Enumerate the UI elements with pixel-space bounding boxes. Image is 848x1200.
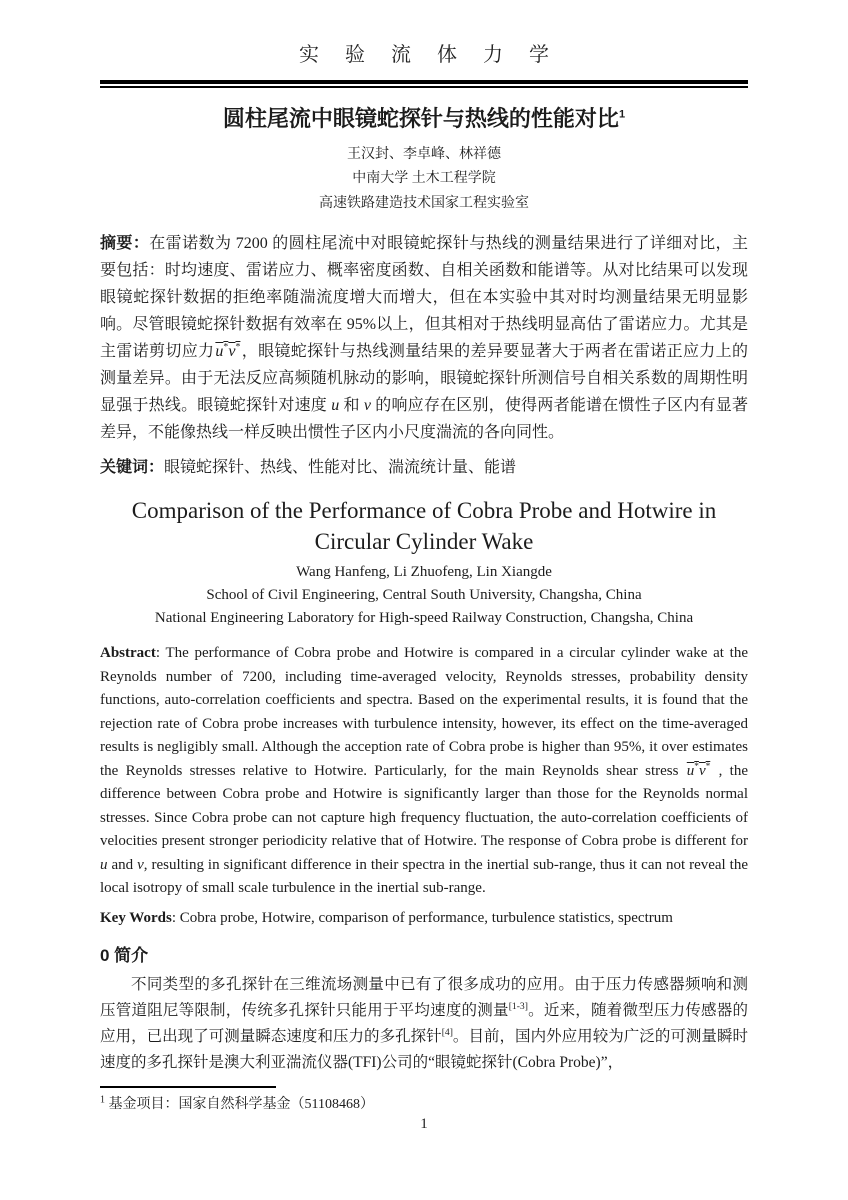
title-cn-text: 圆柱尾流中眼镜蛇探针与热线的性能对比 [222,106,619,131]
affiliation-en-2: National Engineering Laboratory for High-speed Railway Construction, Changsha, China [154,610,694,626]
keywords-cn-text: 眼镜蛇探针、热线、性能对比、湍流统计量、能谱 [164,459,517,476]
authors-en: Wang Hanfeng, Li Zhuofeng, Lin Xiangde [296,564,552,580]
keywords-en-text: : Cobra probe, Hotwire, comparison of performance, turbulence statistics, spectrum [171,909,673,926]
affiliation-en-1: School of Civil Engineering, Central South University, Changsha, China [206,587,642,603]
abstract-cn [100,230,748,446]
header-rule-thin [100,86,748,88]
section-0-heading: 0 简介 [100,945,149,965]
footnote-text: 基金项目：国家自然科学基金（51108468） [108,1097,374,1112]
title-en: Comparison of the Performance of Cobra Probe and Hotwire in Circular Cylinder Wake [131,498,717,554]
header-rule [100,80,748,88]
abstract-cn-body: 在雷诺数为 7200 的圆柱尾流中对眼镜蛇探针与热线的测量结果进行了详细对比，主要包括：时均速度、雷诺应力、概率密度函数、自相关函数和能谱等。从对比结果可以发现眼镜蛇探针数据的拒绝率随湍流度增大而增大，但在本实验中其对时均测量结果无明显影响。尽管眼镜蛇探针数据有效率在 95%以上，但其相对于热线明显高估了雷诺应力。尤其是主雷诺剪切应力u*v*，眼镜蛇探针与热线测量结果的差异要显著大于两者在雷诺正应力上的测量差异。由于无法反应高频随机脉动的影响，眼镜蛇探针所测信号自相关系数的周期性明显强于热线。眼镜蛇探针对速度 u 和 v 的响应存在区别，使得两者能谱在惯性子区内有显著差异，不能像热线一样反映出惯性子区内小尺度湍流的各向同性。 [100,235,748,441]
keywords-cn [100,454,748,481]
affiliation-cn-1: 中南大学 土木工程学院 [352,171,496,186]
abstract-en-label: Abstract [100,645,156,661]
intro-paragraph: 不同类型的多孔探针在三维流场测量中已有了很多成功的应用。由于压力传感器频响和测压管道阻尼等限制，传统多孔探针只能用于平均速度的测量[1-3]。近来，随着微型压力传感器的应用，已出现了可测量瞬态速度和压力的多孔探针[4]。目前，国内外应用较为广泛的可测量瞬时速度的多孔探针是澳大利亚湍流仪器(TFI)公司的“眼镜蛇探针(Cobra Probe)”， [100,975,748,1071]
footnote [100,1094,374,1115]
title-footnote-mark: 1 [618,108,626,121]
abstract-en [100,642,748,901]
keywords-en [100,907,748,930]
title-cn [100,104,748,134]
abstract-cn-label: 摘要： [100,235,150,252]
affiliation-cn-2: 高速铁路建造技术国家工程实验室 [319,196,529,211]
footnote-separator-rule [100,1086,276,1088]
keywords-cn-label: 关键词： [100,459,165,476]
journal-name: 实验流体力学 [299,44,575,66]
page-number: 1 [420,1116,428,1132]
keywords-en-label: Key Words [100,909,172,926]
footnote-mark: 1 [100,1094,105,1106]
header-rule-thick [100,80,748,84]
abstract-en-body: : The performance of Cobra probe and Hotwire is compared in a circular cylinder wake at the Reynolds number of 7200, including time-averaged velocity, Reynolds stresses, probability density functions, auto-correlation coefficients and spectra. Based on the experimental results, it is found that the rejection rate of Cobra probe increases with turbulence intensity, however, its effect on the time-averaged results is negligibly small. Although the acception rate of Cobra probe is higher than 95%, it over estimates the Reynolds stresses relative to Hotwire. Particularly, for the main Reynolds shear stress u*v* , the difference between Cobra probe and Hotwire is significantly larger than those for the Reynolds normal stresses. Since Cobra probe can not capture high frequency fluctuation, the auto-correlation coefficients of velocities present stronger periodicity relative that of Hotwire. The response of Cobra probe is different for u and v, resulting in significant difference in their spectra in the inertial sub-range, thus it can not reveal the local isotropy of small scale turbulence in the inertial sub-range. [100,645,748,896]
authors-cn: 王汉封、李卓峰、林祥德 [347,147,501,162]
